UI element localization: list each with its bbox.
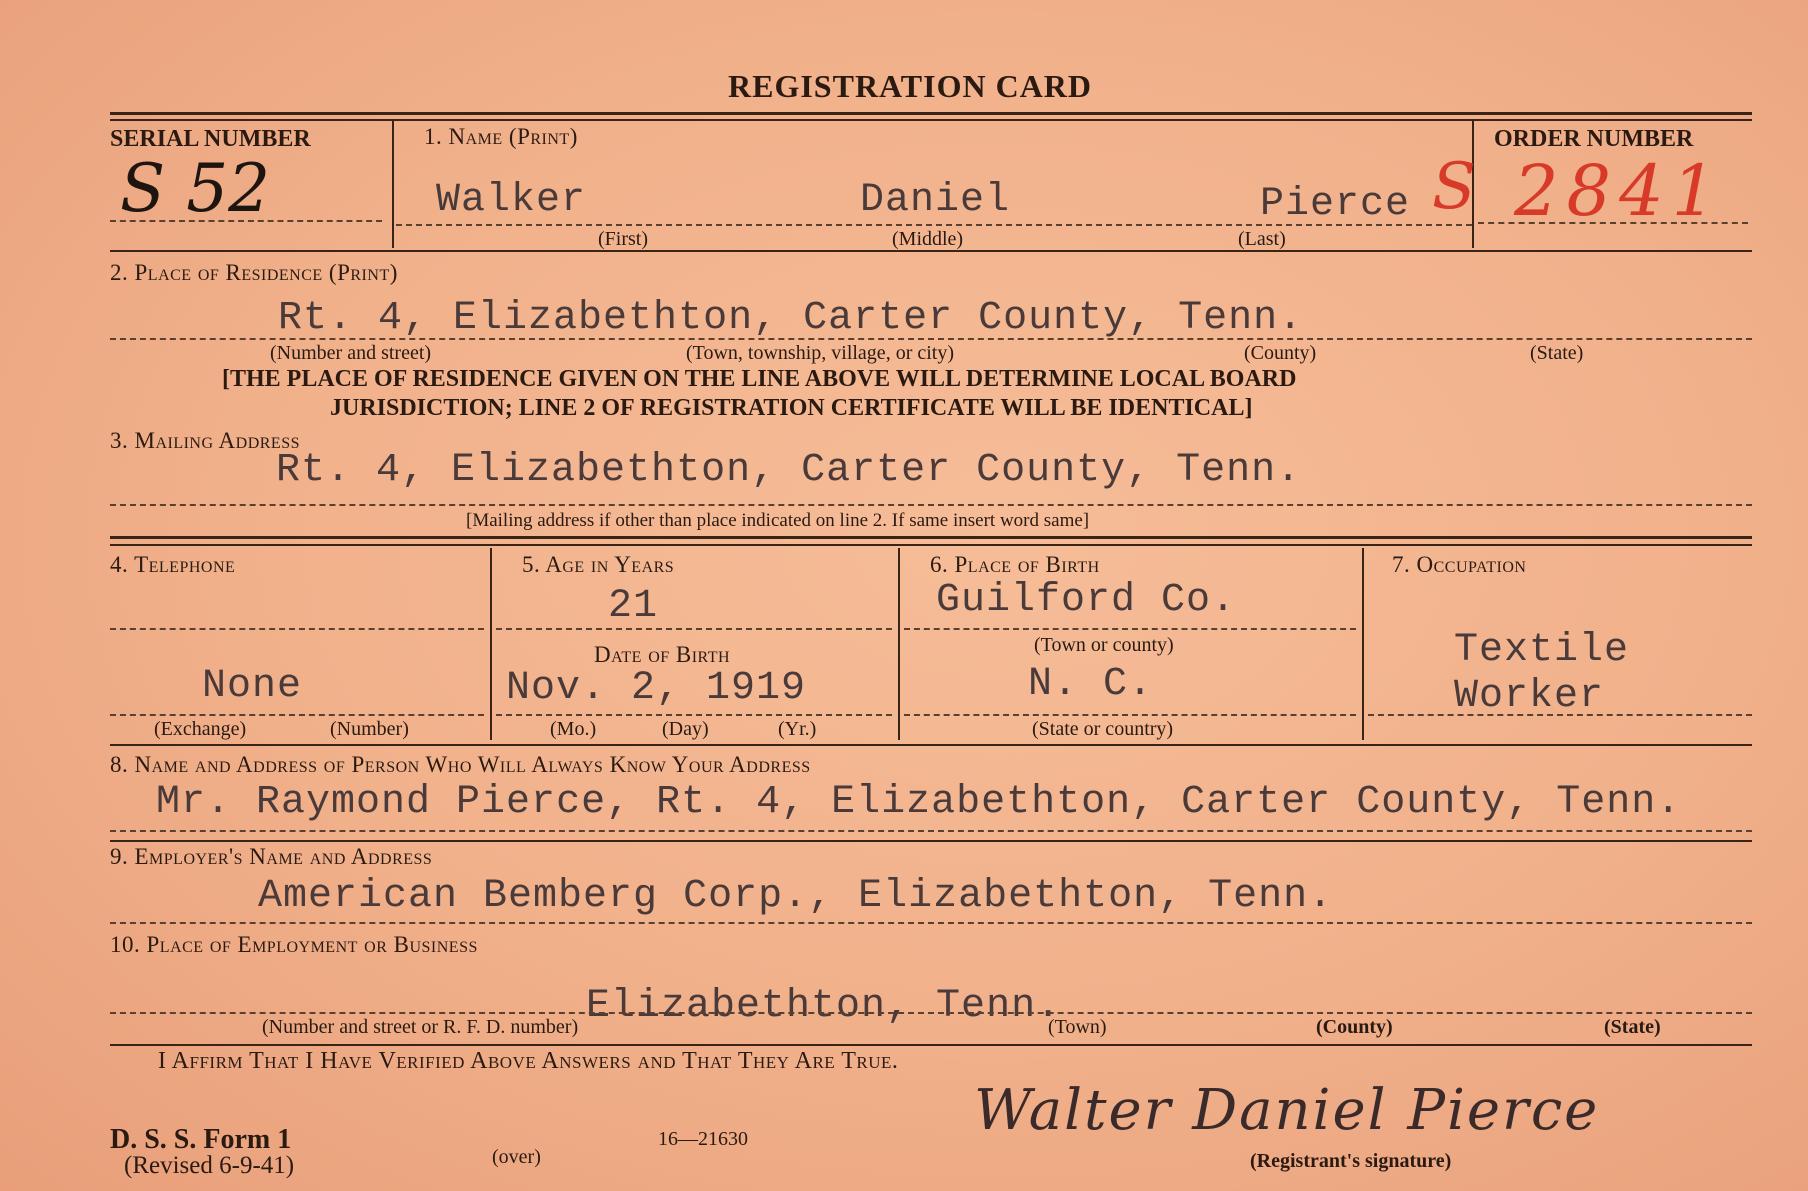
row1-bottom-rule	[110, 250, 1752, 252]
employment-line	[110, 1012, 1752, 1014]
row3-bottom-rule-2	[110, 544, 1752, 546]
residence-street-caption: (Number and street)	[270, 342, 432, 364]
serial-number-value: S 52	[120, 150, 271, 227]
registrant-signature: Walter Daniel Pierce	[974, 1078, 1600, 1143]
employer-label: 9. Employer's Name and Address	[110, 844, 433, 869]
last-caption: (Last)	[1238, 228, 1286, 250]
serial-number-label: SERIAL NUMBER	[110, 126, 311, 152]
employer-value: American Bemberg Corp., Elizabethton, Tenn.	[258, 874, 1334, 919]
birthplace-town-caption: (Town or county)	[1034, 634, 1174, 656]
residence-line	[110, 338, 1752, 340]
employment-label: 10. Place of Employment or Business	[110, 932, 478, 957]
birthplace-state-caption: (State or country)	[1032, 718, 1174, 740]
telephone-number-caption: (Number)	[330, 718, 409, 740]
telephone-value: None	[202, 664, 303, 709]
order-number-value: 2841	[1514, 150, 1725, 232]
employment-value: Elizabethton, Tenn.	[586, 984, 1062, 1029]
form-revised: (Revised 6-9-41)	[124, 1152, 295, 1179]
telephone-label: 4. Telephone	[110, 552, 236, 577]
over-note: (over)	[492, 1146, 541, 1168]
occupation-line	[1368, 714, 1752, 716]
print-code: 16—21630	[658, 1128, 748, 1150]
contact-label: 8. Name and Address of Person Who Will Always Know Your Address	[110, 752, 811, 777]
order-line	[1478, 222, 1748, 224]
dob-year-caption: (Yr.)	[778, 718, 817, 740]
first-name-value: Walker	[436, 178, 587, 223]
signature-caption: (Registrant's signature)	[1250, 1150, 1452, 1172]
occupation-line2: Worker	[1454, 674, 1605, 719]
last-name-value: Pierce	[1260, 182, 1411, 227]
mailing-value: Rt. 4, Elizabethton, Carter County, Tenn.	[276, 448, 1302, 493]
col-divider-1	[490, 548, 492, 740]
middle-name-value: Daniel	[860, 178, 1011, 223]
serial-divider	[392, 120, 394, 248]
serial-line	[110, 220, 382, 222]
contact-value: Mr. Raymond Pierce, Rt. 4, Elizabethton, Carter County, Tenn.	[156, 780, 1682, 825]
occupation-label: 7. Occupation	[1392, 552, 1527, 577]
first-caption: (First)	[598, 228, 648, 250]
row10-bottom-rule	[110, 1044, 1752, 1046]
mailing-caption: [Mailing address if other than place indicated on line 2. If same insert word same]	[466, 510, 1090, 531]
employment-state-caption: (State)	[1604, 1016, 1661, 1038]
dob-line	[496, 714, 892, 716]
dob-month-caption: (Mo.)	[550, 718, 597, 740]
telephone-exchange-caption: (Exchange)	[154, 718, 247, 740]
residence-label: 2. Place of Residence (Print)	[110, 260, 398, 285]
age-value: 21	[608, 584, 659, 629]
residence-notice-line1: [THE PLACE OF RESIDENCE GIVEN ON THE LINE ABOVE WILL DETERMINE LOCAL BOARD	[222, 366, 1297, 392]
mailing-line	[110, 504, 1752, 506]
telephone-line-1	[110, 628, 484, 630]
residence-county-caption: (County)	[1244, 342, 1317, 364]
row8-bottom-rule	[110, 840, 1752, 842]
residence-notice-line2: JURISDICTION; LINE 2 OF REGISTRATION CERTIFICATE WILL BE IDENTICAL]	[330, 395, 1253, 421]
form-number: D. S. S. Form 1	[110, 1124, 292, 1155]
birthplace-town-value: Guilford Co.	[936, 578, 1237, 623]
dob-day-caption: (Day)	[662, 718, 709, 740]
telephone-line-2	[110, 714, 484, 716]
age-line	[496, 628, 892, 630]
name-label: 1. Name (Print)	[424, 124, 578, 149]
employment-county-caption: (County)	[1316, 1016, 1393, 1038]
col-divider-2	[898, 548, 900, 740]
birthplace-state-value: N. C.	[1028, 662, 1154, 707]
residence-state-caption: (State)	[1530, 342, 1584, 364]
employment-town-caption: (Town)	[1048, 1016, 1107, 1038]
residence-value: Rt. 4, Elizabethton, Carter County, Tenn.	[278, 296, 1304, 341]
dob-label: Date of Birth	[594, 642, 731, 667]
name-line	[396, 224, 1472, 226]
top-rule-2	[110, 119, 1752, 121]
affirmation-text: I Affirm That I Have Verified Above Answers and That They Are True.	[158, 1048, 899, 1074]
order-number-label: ORDER NUMBER	[1494, 126, 1694, 152]
mailing-label: 3. Mailing Address	[110, 428, 300, 453]
contact-line	[110, 830, 1752, 832]
age-label: 5. Age in Years	[522, 552, 675, 577]
birthplace-line-2	[904, 714, 1356, 716]
middle-caption: (Middle)	[892, 228, 964, 250]
residence-town-caption: (Town, township, village, or city)	[686, 342, 954, 364]
col-divider-3	[1362, 548, 1364, 740]
top-rule	[110, 112, 1752, 115]
dob-value: Nov. 2, 1919	[506, 666, 807, 711]
row3-bottom-rule	[110, 536, 1752, 539]
card-title: REGISTRATION CARD	[728, 68, 1093, 104]
employment-street-caption: (Number and street or R. F. D. number)	[262, 1016, 579, 1038]
employer-line	[110, 922, 1752, 924]
birthplace-label: 6. Place of Birth	[930, 552, 1100, 577]
birthplace-line-1	[904, 628, 1356, 630]
occupation-line1: Textile	[1454, 628, 1630, 673]
order-prefix: S	[1432, 150, 1476, 224]
row7-bottom-rule	[110, 744, 1752, 746]
